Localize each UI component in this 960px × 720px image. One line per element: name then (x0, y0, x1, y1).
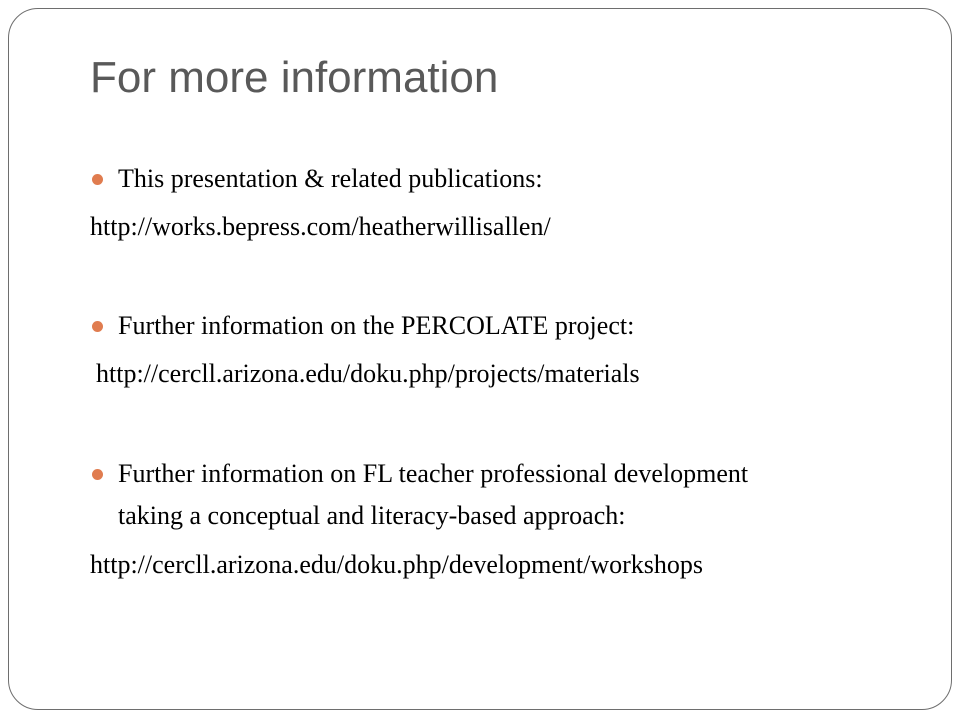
link-percolate-materials[interactable]: http://cercll.arizona.edu/doku.php/projects/materials (96, 359, 640, 388)
link-development-workshops[interactable]: http://cercll.arizona.edu/doku.php/development/workshops (90, 550, 704, 579)
bullet-dot-icon (92, 174, 103, 185)
bullet-text-line-2: taking a conceptual and literacy-based approach: (118, 501, 626, 530)
bullet-text-line-1: Further information on FL teacher professional development (118, 459, 749, 488)
bullet-text: This presentation & related publications: (118, 164, 543, 193)
bullet-text: Further information on the PERCOLATE project: (118, 311, 635, 340)
link-publications[interactable]: http://works.bepress.com/heatherwillisallen/ (90, 212, 551, 241)
bullet-dot-icon (92, 469, 103, 480)
bullet-dot-icon (92, 321, 103, 332)
slide-title: For more information (90, 53, 499, 102)
